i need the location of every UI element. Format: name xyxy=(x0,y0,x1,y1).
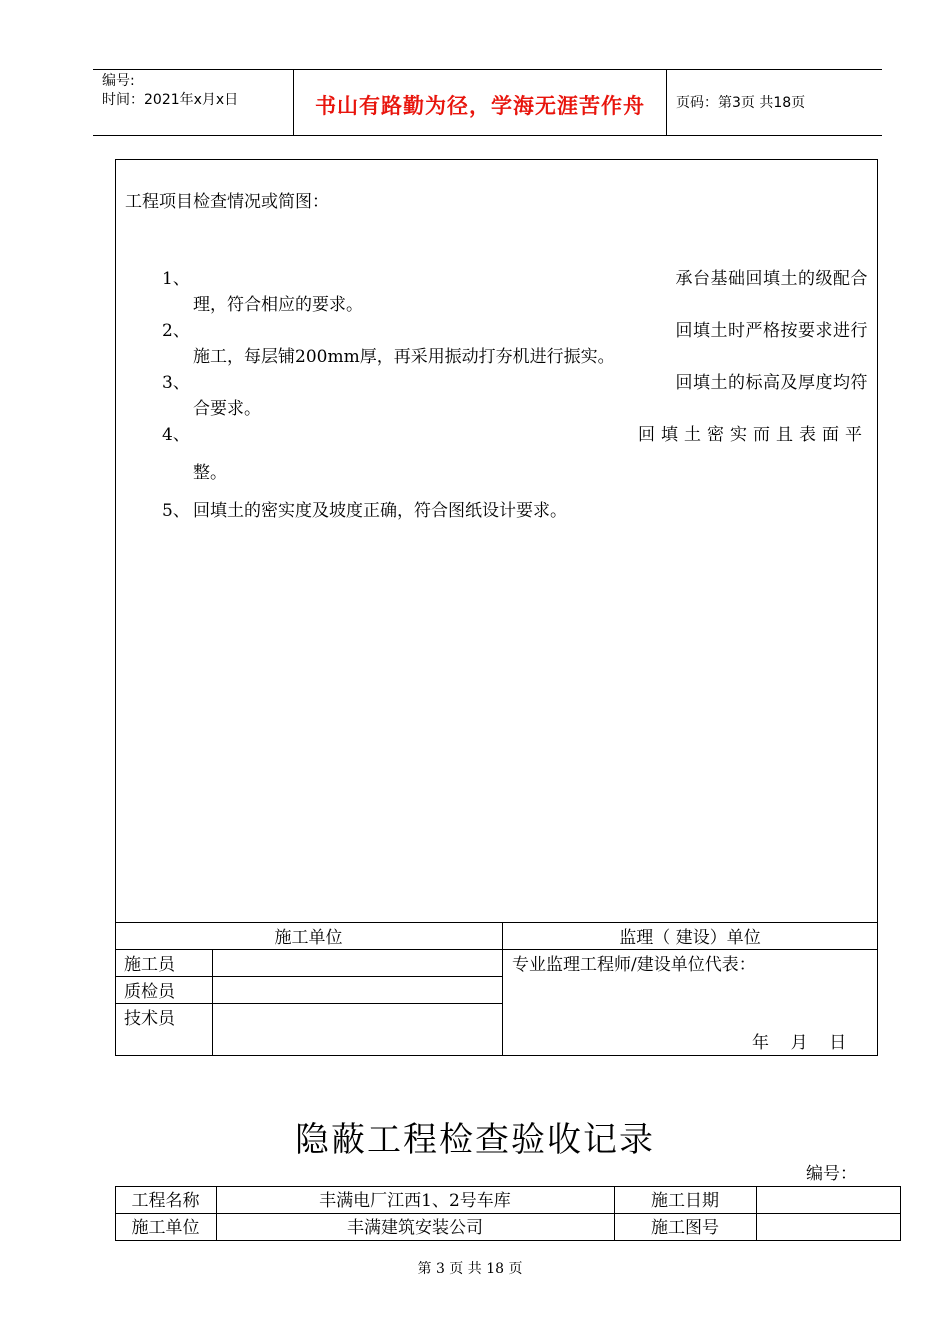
signature-header-rule xyxy=(115,949,878,950)
item-2-text: 回填土时严格按要求进行 xyxy=(675,321,868,341)
header-time-label: 时间：2021年x月x日 xyxy=(102,92,239,108)
record-row-rule xyxy=(115,1213,901,1214)
item-3-text: 回填土的标高及厚度均符 xyxy=(675,373,868,393)
drawing-number-label: 施工图号 xyxy=(651,1218,719,1238)
project-name-label: 工程名称 xyxy=(131,1191,200,1211)
record-code-label: 编号： xyxy=(806,1164,857,1184)
inspection-heading: 工程项目检查情况或简图： xyxy=(125,192,329,212)
item-1-number: 1、 xyxy=(162,269,190,289)
role-constructor: 施工员 xyxy=(124,955,175,975)
header-top-rule xyxy=(93,69,882,70)
item-1-text: 承台基础回填土的级配合 xyxy=(675,269,868,289)
construction-unit-label: 施工单位 xyxy=(131,1218,200,1238)
signature-top-rule xyxy=(115,922,878,923)
role-row-rule-2 xyxy=(115,1003,502,1004)
item-2-number: 2、 xyxy=(162,321,190,341)
roles-divider xyxy=(212,949,213,1055)
item-3-continuation: 合要求。 xyxy=(193,399,261,419)
item-5-number: 5、 xyxy=(162,501,190,521)
supervision-unit-header: 监理（ 建设）单位 xyxy=(619,928,761,948)
role-quality-inspector: 质检员 xyxy=(124,982,175,1002)
record-title: 隐蔽工程检查验收记录 xyxy=(295,1120,655,1160)
item-4-text: 回填土密实而且表面平 xyxy=(638,425,868,445)
construction-unit-header: 施工单位 xyxy=(274,928,343,948)
item-2-continuation: 施工，每层铺200mm厚，再采用振动打夯机进行振实。 xyxy=(193,347,615,367)
item-4-continuation: 整。 xyxy=(193,463,227,483)
construction-date-label: 施工日期 xyxy=(651,1191,719,1211)
role-technician: 技术员 xyxy=(124,1009,175,1029)
project-name-value: 丰满电厂江西1、2号车库 xyxy=(319,1191,511,1211)
item-1-continuation: 理，符合相应的要求。 xyxy=(193,295,363,315)
header-divider-2 xyxy=(666,69,667,136)
item-4-number: 4、 xyxy=(162,425,190,445)
header-code-label: 编号: xyxy=(102,73,135,89)
supervisor-label: 专业监理工程师/建设单位代表： xyxy=(512,955,756,975)
page-footer: 第 3 页 共 18 页 xyxy=(417,1261,523,1277)
construction-unit-value: 丰满建筑安装公司 xyxy=(347,1218,483,1238)
header-motto: 书山有路勤为径，学海无涯苦作舟 xyxy=(315,94,645,118)
item-3-number: 3、 xyxy=(162,373,190,393)
header-bottom-rule xyxy=(93,135,882,136)
item-5-text: 回填土的密实度及坡度正确，符合图纸设计要求。 xyxy=(193,501,567,521)
signature-date: 年 月 日 xyxy=(752,1033,847,1053)
role-row-rule-1 xyxy=(115,976,502,977)
header-page-label: 页码：第3页 共18页 xyxy=(676,95,806,111)
record-col-3 xyxy=(756,1186,757,1241)
